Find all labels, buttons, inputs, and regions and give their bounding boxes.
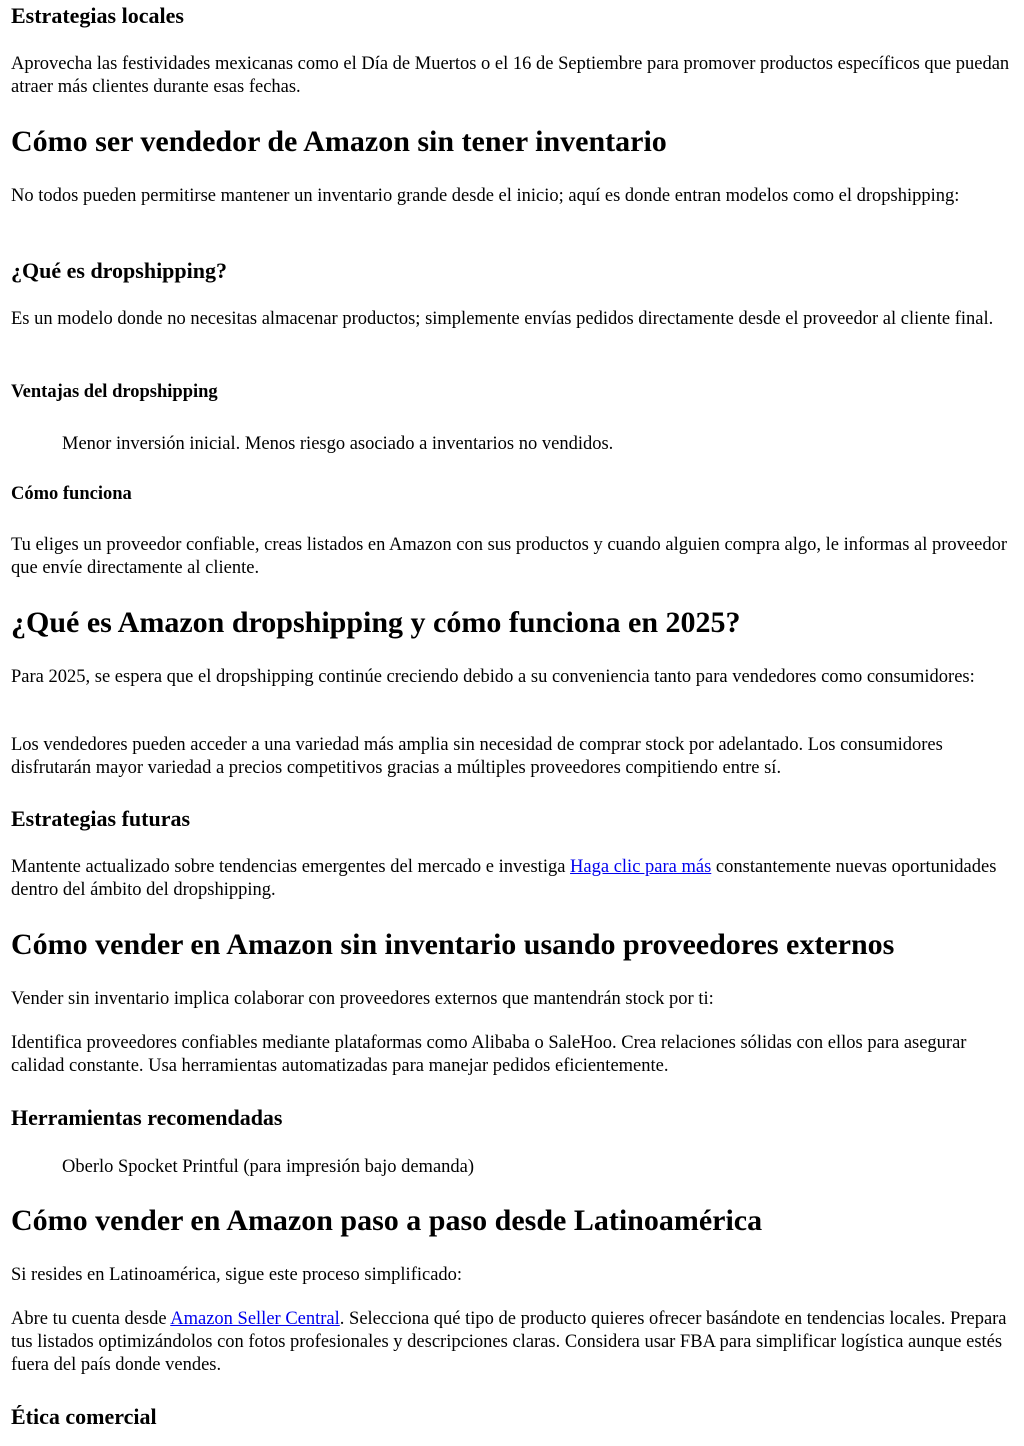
heading-what-is-dropshipping: ¿Qué es dropshipping? xyxy=(11,258,228,283)
paragraph-local-strategies: Aprovecha las festividades mexicanas como el Día de Muertos o el 16 de Septiembre para promover productos específicos que puedan atraer más clientes durante esas fechas. xyxy=(11,54,1010,97)
latam-text-before: Abre tu cuenta desde xyxy=(11,1309,171,1329)
heading-latam: Cómo vender en Amazon paso a paso desde Latinoamérica xyxy=(11,1204,763,1237)
paragraph-tools: Oberlo Spocket Printful (para impresión bajo demanda) xyxy=(62,1157,475,1177)
seller-central-link[interactable]: Amazon Seller Central xyxy=(170,1309,340,1329)
paragraph-latam-intro: Si resides en Latinoamérica, sigue este proceso simplificado: xyxy=(11,1265,463,1285)
paragraph-future-strategies xyxy=(11,856,1013,902)
future-text-before: Mantente actualizado sobre tendencias emergentes del mercado e investiga xyxy=(11,857,571,877)
heading-future-strategies: Estrategias futuras xyxy=(11,806,191,831)
heading-amazon-2025: ¿Qué es Amazon dropshipping y cómo funciona en 2025? xyxy=(11,606,741,639)
heading-advantages: Ventajas del dropshipping xyxy=(11,382,218,402)
paragraph-advantages: Menor inversión inicial. Menos riesgo asociado a inventarios no vendidos. xyxy=(62,434,614,454)
paragraph-how-it-works: Tu eliges un proveedor confiable, creas listados en Amazon con sus productos y cuando alguien compra algo, le informas al proveedor que envíe directamente al cliente. xyxy=(11,535,1007,578)
heading-ethics: Ética comercial xyxy=(11,1404,157,1429)
paragraph-external-suppliers-intro: Vender sin inventario implica colaborar con proveedores externos que mantendrán stock por ti: xyxy=(11,989,714,1009)
paragraph-amazon-2025-details: Los vendedores pueden acceder a una variedad más amplia sin necesidad de comprar stock por adelantado. Los consumidores disfrutarán mayor variedad a precios competitivos gracias a múltiples proveedores compitiendo entre sí. xyxy=(11,735,943,778)
paragraph-what-is-dropshipping: Es un modelo donde no necesitas almacenar productos; simplemente envías pedidos directamente desde el proveedor al cliente final. xyxy=(11,309,994,329)
more-info-link[interactable]: Haga clic para más xyxy=(570,857,712,877)
paragraph-latam-steps xyxy=(11,1308,1013,1377)
paragraph-amazon-2025-intro: Para 2025, se espera que el dropshipping continúe creciendo debido a su conveniencia tanto para vendedores como consumidores: xyxy=(11,667,975,687)
heading-external-suppliers: Cómo vender en Amazon sin inventario usando proveedores externos xyxy=(11,928,895,961)
heading-no-inventory: Cómo ser vendedor de Amazon sin tener inventario xyxy=(11,125,667,158)
heading-tools: Herramientas recomendadas xyxy=(11,1105,283,1130)
latam-text-after: . Selecciona qué tipo de producto quieres ofrecer basándote en tendencias locales. Prepara tus listados optimizándolos con fotos profesionales y descripciones claras. Considera usar FBA para simplificar logística aunque estés fuera del país donde vendes. xyxy=(11,1309,1007,1375)
future-text-after: constantemente nuevas oportunidades dentro del ámbito del dropshipping. xyxy=(11,857,997,900)
paragraph-no-inventory: No todos pueden permitirse mantener un inventario grande desde el inicio; aquí es donde entran modelos como el dropshipping: xyxy=(11,186,960,206)
paragraph-external-suppliers-steps: Identifica proveedores confiables mediante plataformas como Alibaba o SaleHoo. Crea relaciones sólidas con ellos para asegurar calidad constante. Usa herramientas automatizadas para manejar pedidos eficientemente. xyxy=(11,1033,967,1076)
heading-how-it-works: Cómo funciona xyxy=(11,484,132,504)
heading-local-strategies: Estrategias locales xyxy=(11,3,184,28)
